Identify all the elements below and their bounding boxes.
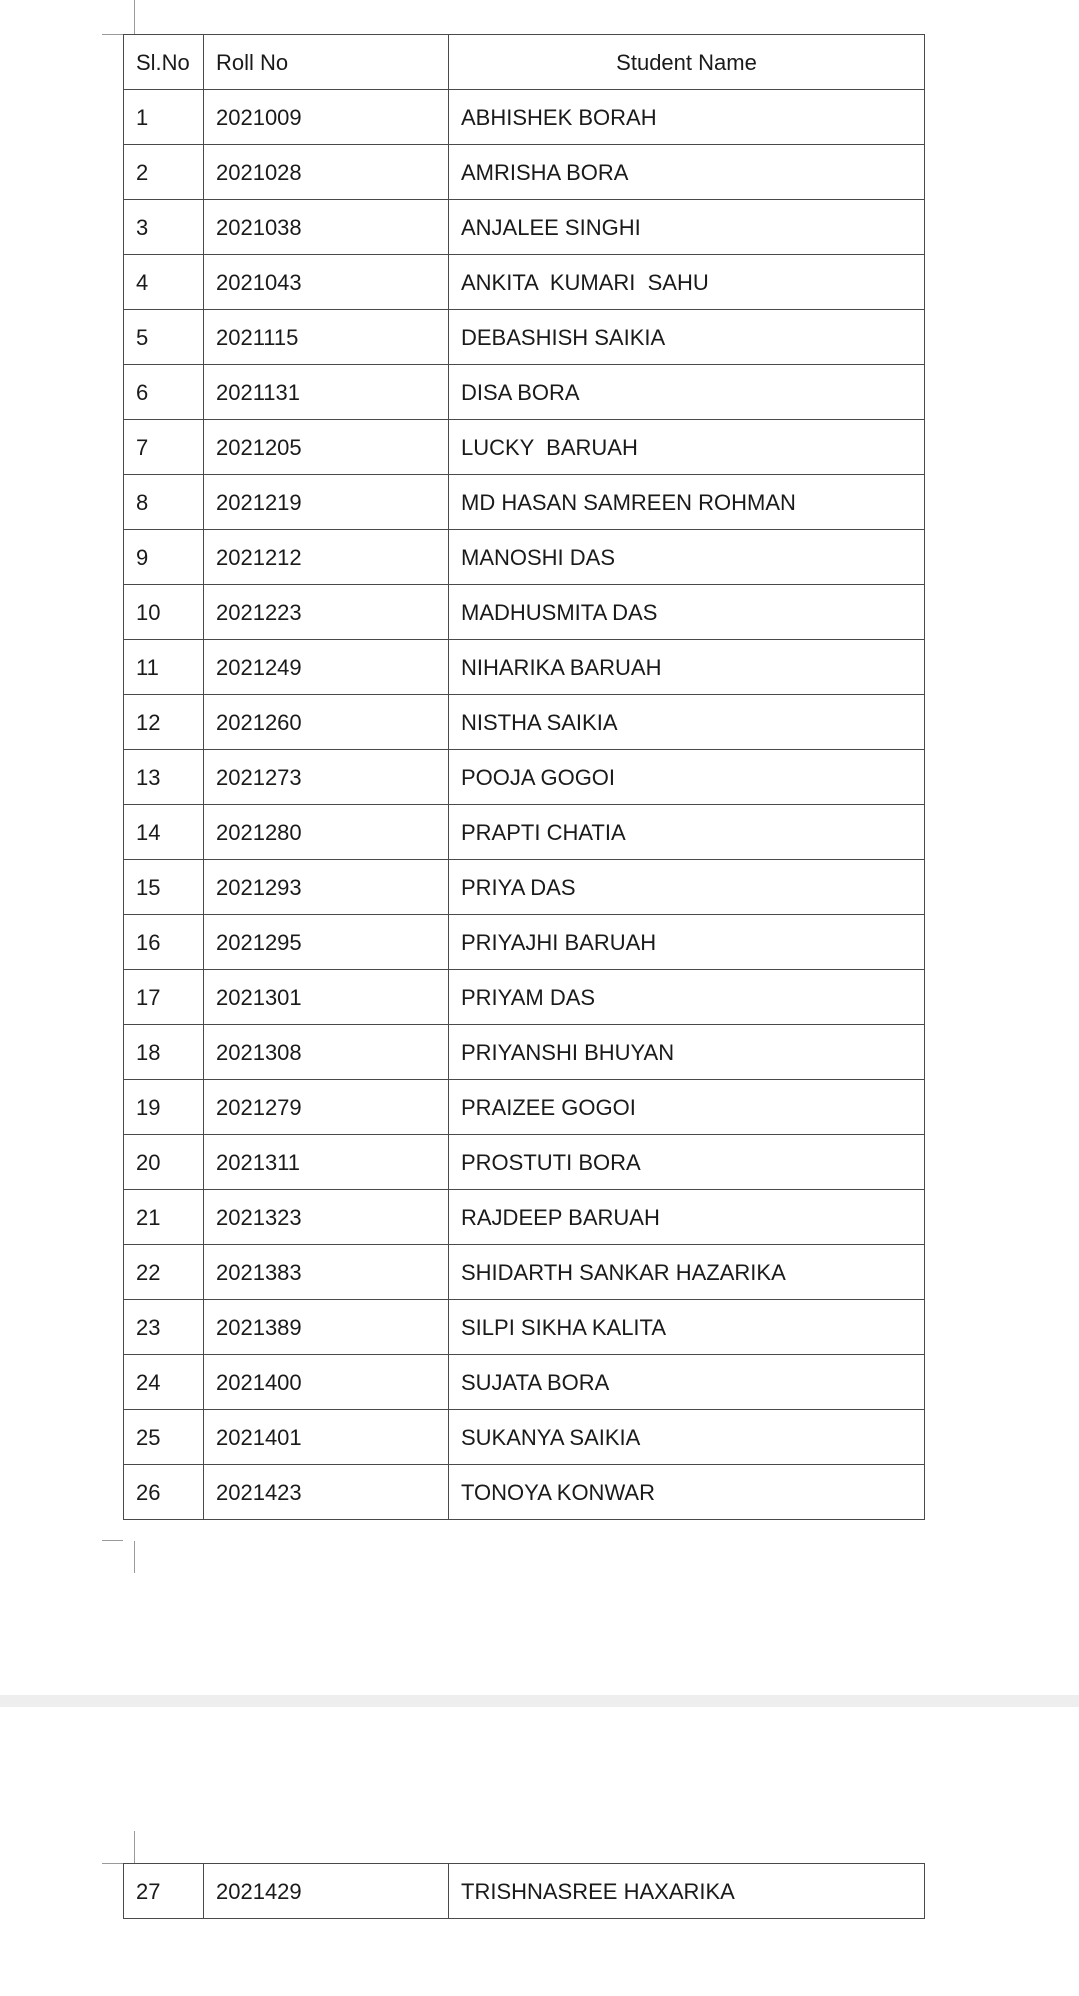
roll-no-cell: 2021028 xyxy=(204,145,449,200)
table-row xyxy=(124,475,925,530)
student-name-cell: AMRISHA BORA xyxy=(449,145,925,200)
sl-no-cell: 25 xyxy=(124,1410,204,1465)
sl-no-cell: 12 xyxy=(124,695,204,750)
table-row xyxy=(124,970,925,1025)
sl-no-cell: 22 xyxy=(124,1245,204,1300)
table-row xyxy=(124,640,925,695)
roll-no-cell: 2021249 xyxy=(204,640,449,695)
roll-no-cell: 2021273 xyxy=(204,750,449,805)
sl-no-cell: 7 xyxy=(124,420,204,475)
table-row xyxy=(124,1300,925,1355)
roll-no-cell: 2021260 xyxy=(204,695,449,750)
sl-no-cell: 3 xyxy=(124,200,204,255)
table-row xyxy=(124,1245,925,1300)
sl-no-cell: 9 xyxy=(124,530,204,585)
student-name-cell: NIHARIKA BARUAH xyxy=(449,640,925,695)
student-name-cell: PROSTUTI BORA xyxy=(449,1135,925,1190)
table-body xyxy=(124,90,925,1520)
student-name-cell: PRAPTI CHATIA xyxy=(449,805,925,860)
roll-no-cell: 2021131 xyxy=(204,365,449,420)
student-table xyxy=(123,34,925,1520)
roll-no-cell: 2021115 xyxy=(204,310,449,365)
roll-no-cell: 2021301 xyxy=(204,970,449,1025)
student-name-cell: ANJALEE SINGHI xyxy=(449,200,925,255)
roll-no-cell: 2021295 xyxy=(204,915,449,970)
header-roll-no: Roll No xyxy=(204,35,449,90)
sl-no-cell: 14 xyxy=(124,805,204,860)
roll-no-cell: 2021009 xyxy=(204,90,449,145)
table-row xyxy=(124,365,925,420)
student-name-cell: PRIYA DAS xyxy=(449,860,925,915)
student-name-cell: SUJATA BORA xyxy=(449,1355,925,1410)
table-row xyxy=(124,530,925,585)
sl-no-cell: 21 xyxy=(124,1190,204,1245)
student-table-continued xyxy=(123,1863,925,1919)
table-row xyxy=(124,420,925,475)
roll-no-cell: 2021043 xyxy=(204,255,449,310)
table-row xyxy=(124,1864,925,1919)
crop-mark xyxy=(102,1863,123,1864)
roll-no-cell: 2021423 xyxy=(204,1465,449,1520)
crop-mark xyxy=(134,0,135,34)
roll-no-cell: 2021223 xyxy=(204,585,449,640)
roll-no-cell: 2021323 xyxy=(204,1190,449,1245)
table-row xyxy=(124,860,925,915)
student-name-cell: SILPI SIKHA KALITA xyxy=(449,1300,925,1355)
sl-no-cell: 27 xyxy=(124,1864,204,1919)
student-name-cell: MANOSHI DAS xyxy=(449,530,925,585)
student-name-cell: SUKANYA SAIKIA xyxy=(449,1410,925,1465)
page-separator xyxy=(0,1695,1079,1707)
sl-no-cell: 11 xyxy=(124,640,204,695)
table-row xyxy=(124,200,925,255)
roll-no-cell: 2021038 xyxy=(204,200,449,255)
student-name-cell: SHIDARTH SANKAR HAZARIKA xyxy=(449,1245,925,1300)
student-name-cell: TONOYA KONWAR xyxy=(449,1465,925,1520)
student-name-cell: DEBASHISH SAIKIA xyxy=(449,310,925,365)
table-body xyxy=(124,1864,925,1919)
roll-no-cell: 2021293 xyxy=(204,860,449,915)
roll-no-cell: 2021212 xyxy=(204,530,449,585)
table-row xyxy=(124,310,925,365)
table-row xyxy=(124,805,925,860)
table-row xyxy=(124,585,925,640)
document-page-2 xyxy=(0,1707,1079,1996)
sl-no-cell: 8 xyxy=(124,475,204,530)
sl-no-cell: 10 xyxy=(124,585,204,640)
table-row xyxy=(124,90,925,145)
sl-no-cell: 1 xyxy=(124,90,204,145)
sl-no-cell: 4 xyxy=(124,255,204,310)
student-name-cell: ANKITA KUMARI SAHU xyxy=(449,255,925,310)
sl-no-cell: 5 xyxy=(124,310,204,365)
crop-mark xyxy=(102,1540,123,1541)
roll-no-cell: 2021279 xyxy=(204,1080,449,1135)
sl-no-cell: 24 xyxy=(124,1355,204,1410)
roll-no-cell: 2021383 xyxy=(204,1245,449,1300)
sl-no-cell: 2 xyxy=(124,145,204,200)
student-name-cell: PRAIZEE GOGOI xyxy=(449,1080,925,1135)
student-name-cell: RAJDEEP BARUAH xyxy=(449,1190,925,1245)
roll-no-cell: 2021429 xyxy=(204,1864,449,1919)
header-student-name: Student Name xyxy=(449,35,925,90)
table-row xyxy=(124,145,925,200)
roll-no-cell: 2021401 xyxy=(204,1410,449,1465)
sl-no-cell: 20 xyxy=(124,1135,204,1190)
crop-mark xyxy=(102,34,123,35)
sl-no-cell: 13 xyxy=(124,750,204,805)
student-name-cell: LUCKY BARUAH xyxy=(449,420,925,475)
crop-mark xyxy=(134,1541,135,1573)
student-name-cell: NISTHA SAIKIA xyxy=(449,695,925,750)
roll-no-cell: 2021308 xyxy=(204,1025,449,1080)
table-row xyxy=(124,695,925,750)
student-name-cell: POOJA GOGOI xyxy=(449,750,925,805)
table-row xyxy=(124,1080,925,1135)
student-name-cell: ABHISHEK BORAH xyxy=(449,90,925,145)
sl-no-cell: 26 xyxy=(124,1465,204,1520)
student-name-cell: TRISHNASREE HAXARIKA xyxy=(449,1864,925,1919)
roll-no-cell: 2021311 xyxy=(204,1135,449,1190)
student-name-cell: PRIYAM DAS xyxy=(449,970,925,1025)
table-row xyxy=(124,915,925,970)
sl-no-cell: 6 xyxy=(124,365,204,420)
table-header-row xyxy=(124,35,925,90)
roll-no-cell: 2021389 xyxy=(204,1300,449,1355)
table-row xyxy=(124,1355,925,1410)
student-name-cell: MD HASAN SAMREEN ROHMAN xyxy=(449,475,925,530)
table-row xyxy=(124,255,925,310)
sl-no-cell: 17 xyxy=(124,970,204,1025)
student-name-cell: PRIYANSHI BHUYAN xyxy=(449,1025,925,1080)
student-name-cell: PRIYAJHI BARUAH xyxy=(449,915,925,970)
sl-no-cell: 16 xyxy=(124,915,204,970)
sl-no-cell: 19 xyxy=(124,1080,204,1135)
roll-no-cell: 2021205 xyxy=(204,420,449,475)
student-name-cell: DISA BORA xyxy=(449,365,925,420)
table-row xyxy=(124,1465,925,1520)
student-name-cell: MADHUSMITA DAS xyxy=(449,585,925,640)
table-row xyxy=(124,1190,925,1245)
roll-no-cell: 2021280 xyxy=(204,805,449,860)
sl-no-cell: 18 xyxy=(124,1025,204,1080)
sl-no-cell: 15 xyxy=(124,860,204,915)
roll-no-cell: 2021400 xyxy=(204,1355,449,1410)
roll-no-cell: 2021219 xyxy=(204,475,449,530)
table-row xyxy=(124,1410,925,1465)
sl-no-cell: 23 xyxy=(124,1300,204,1355)
header-sl-no: Sl.No xyxy=(124,35,204,90)
crop-mark xyxy=(134,1831,135,1863)
table-row xyxy=(124,1025,925,1080)
table-row xyxy=(124,750,925,805)
table-row xyxy=(124,1135,925,1190)
